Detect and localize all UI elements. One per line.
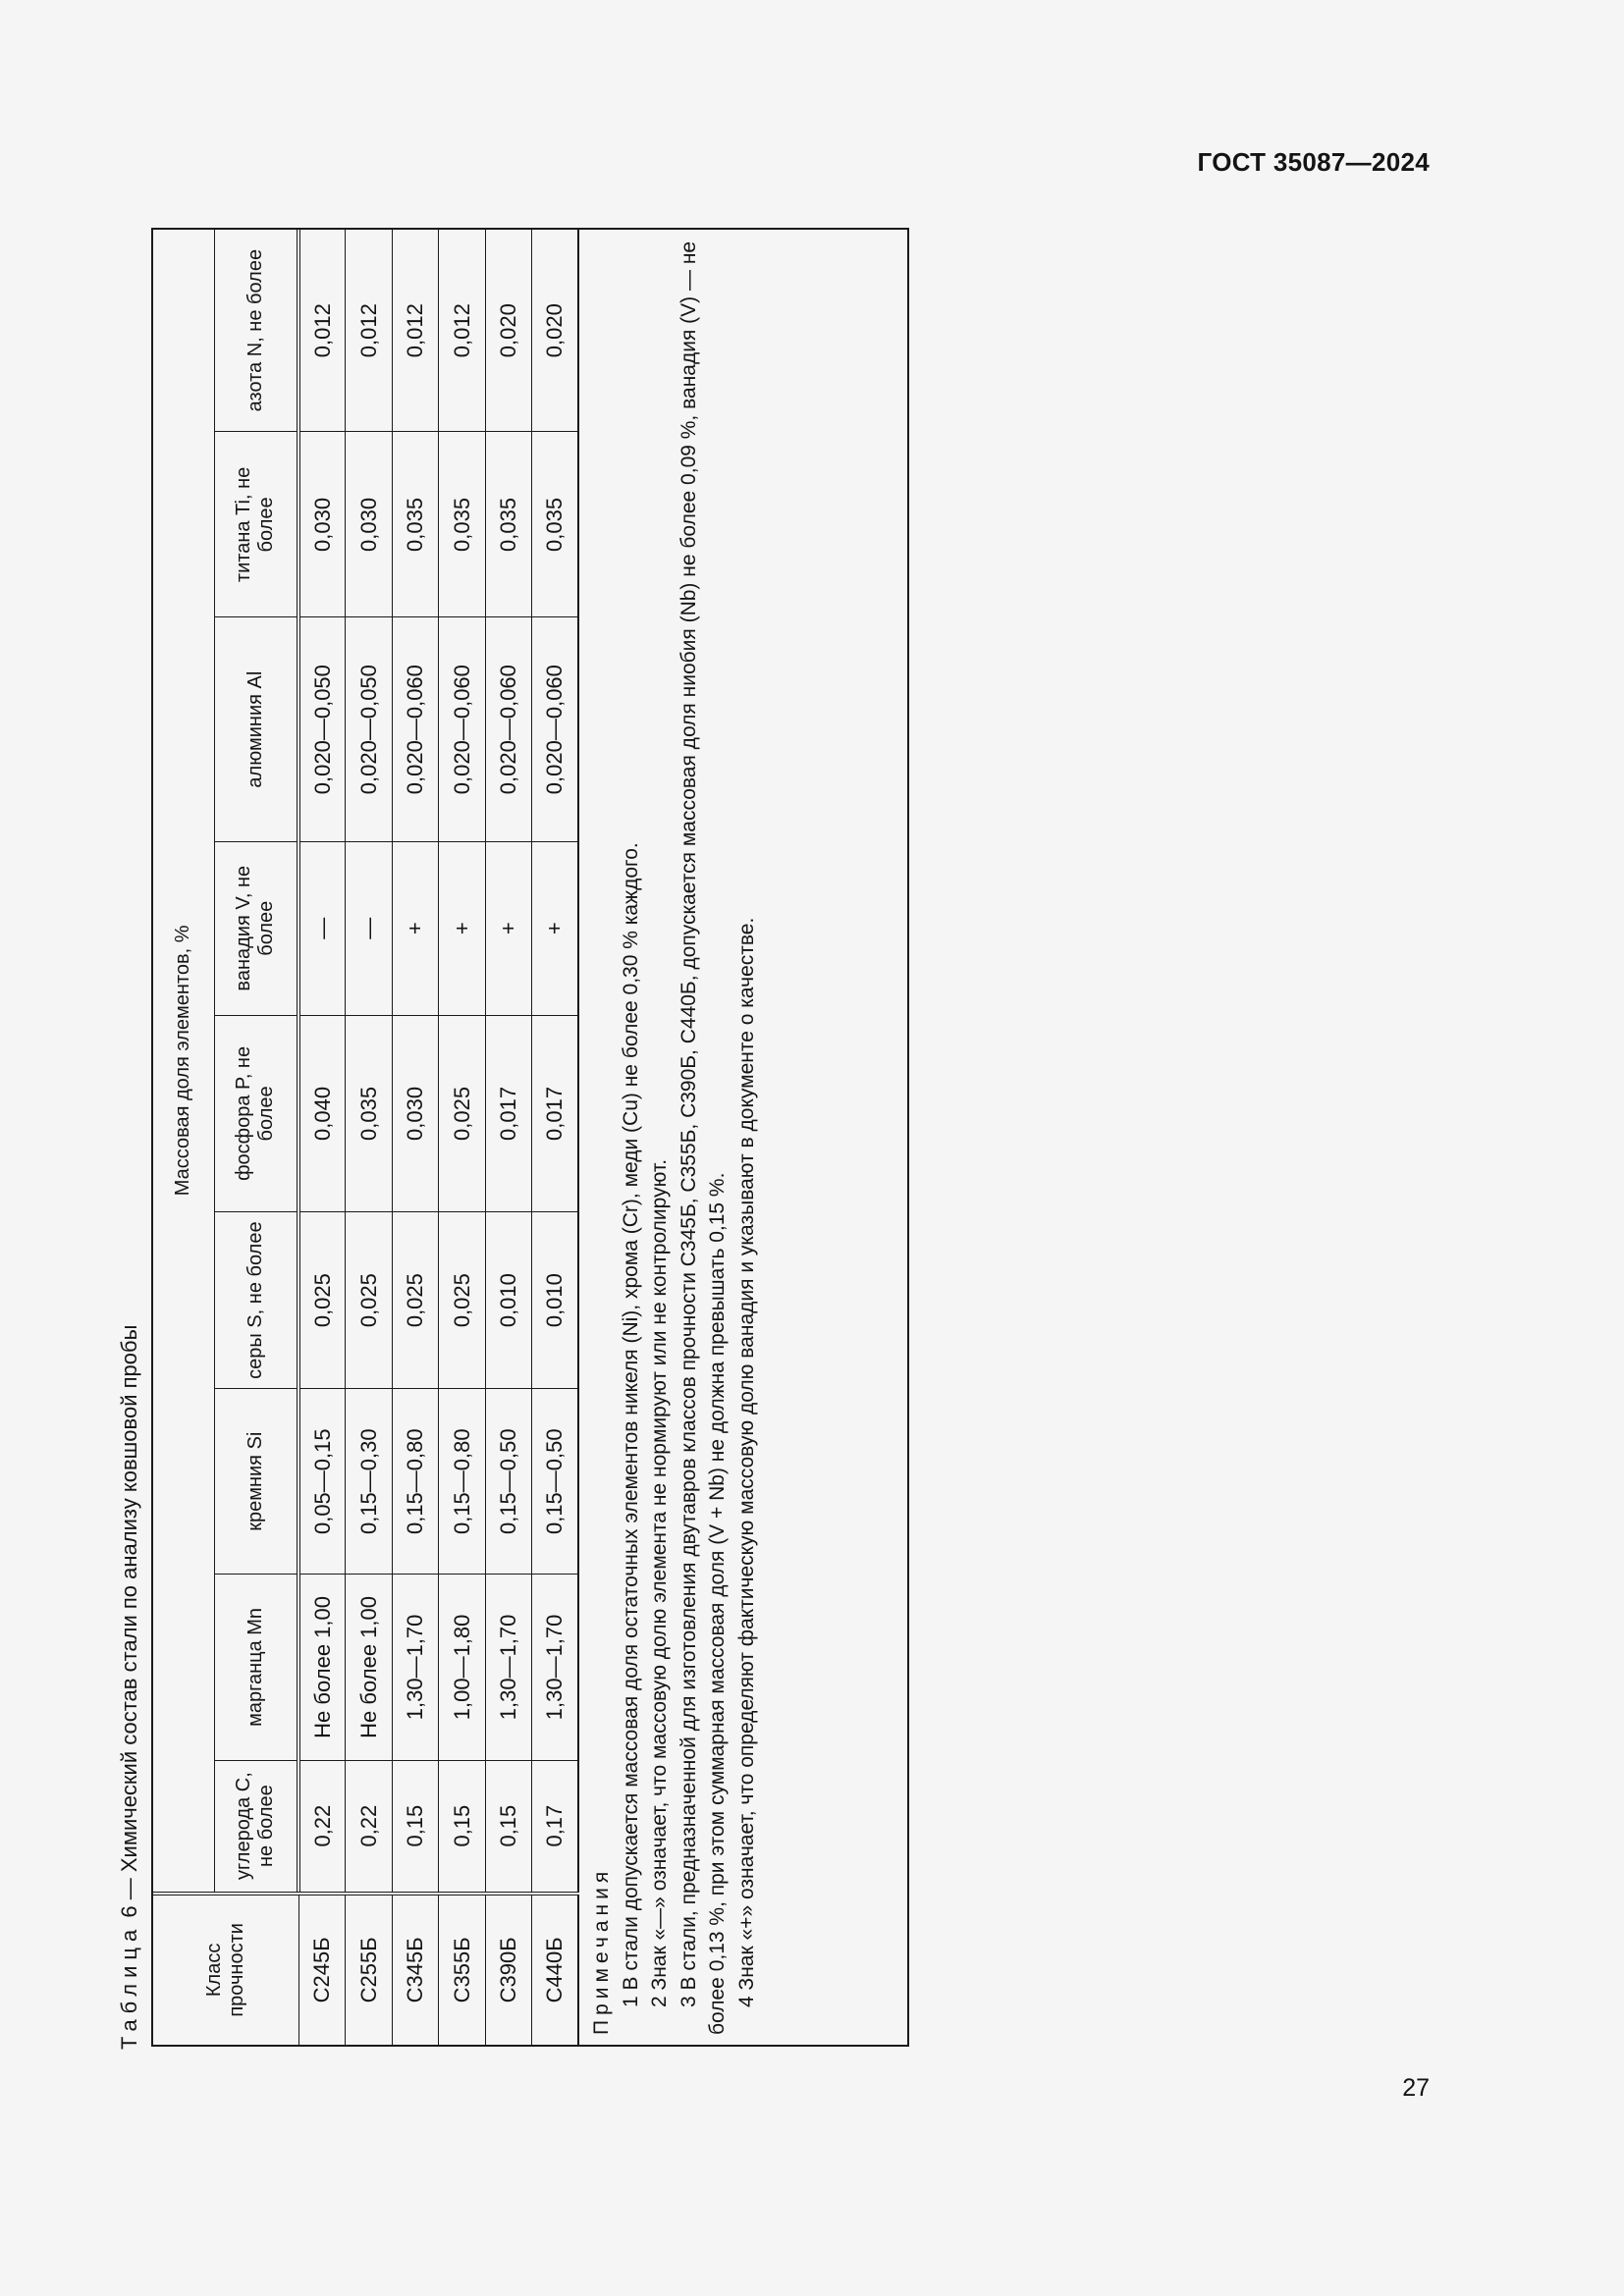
- table-cell: 0,012: [346, 230, 393, 432]
- table-row: [439, 230, 486, 2045]
- column-header-row: [214, 230, 298, 2045]
- table-cell: 0,020—0,060: [439, 617, 486, 841]
- table-cell: 0,035: [392, 432, 439, 617]
- table-cell: 0,15—0,80: [439, 1389, 486, 1575]
- table-cell: +: [532, 841, 579, 1015]
- column-header: титана Ti, не более: [214, 432, 298, 617]
- table-row: [532, 230, 579, 2045]
- note-item: 2 Знак «—» означает, что массовую долю элемента не нормируют или не контролируют.: [648, 1158, 671, 2007]
- table-cell: 0,012: [439, 230, 486, 432]
- column-header: ванадия V, не более: [214, 841, 298, 1015]
- notes-list: [617, 240, 762, 2035]
- table-cell: 0,020: [485, 230, 532, 432]
- table-cell: 0,22: [346, 1760, 393, 1894]
- strength-class-cell: С255Б: [346, 1894, 393, 2045]
- strength-class-header: Класс прочности: [153, 1894, 298, 2045]
- strength-class-cell: С355Б: [439, 1894, 486, 2045]
- table-cell: 0,22: [298, 1760, 346, 1894]
- table-cell: 0,15—0,30: [346, 1389, 393, 1575]
- table-cell: Не более 1,00: [298, 1575, 346, 1760]
- table-cell: 0,025: [346, 1212, 393, 1389]
- table-caption-label: Таблица: [117, 1923, 141, 2050]
- table-cell: 0,025: [392, 1212, 439, 1389]
- table-cell: 0,15—0,50: [485, 1389, 532, 1575]
- table-cell: 0,017: [532, 1015, 579, 1212]
- table-cell: 0,010: [532, 1212, 579, 1389]
- note-item: 1 В стали допускается массовая доля остаточных элементов никеля (Ni), хрома (Cr), меди (Cu) не более 0,30 % каждого.: [619, 842, 642, 2007]
- strength-class-cell: С245Б: [298, 1894, 346, 2045]
- table-cell: 0,020—0,060: [392, 617, 439, 841]
- table-cell: 0,030: [392, 1015, 439, 1212]
- table-cell: 0,010: [485, 1212, 532, 1389]
- mass-fraction-group-header: Массовая доля элементов, %: [153, 230, 214, 1894]
- table-cell: 1,30—1,70: [532, 1575, 579, 1760]
- table-cell: 0,035: [346, 1015, 393, 1212]
- page-number: 27: [1402, 2074, 1430, 2102]
- table-cell: 0,030: [298, 432, 346, 617]
- table-row: [346, 230, 393, 2045]
- table-cell: 0,020—0,060: [485, 617, 532, 841]
- table-cell: 1,00—1,80: [439, 1575, 486, 1760]
- table-cell: —: [298, 841, 346, 1015]
- table-caption: [108, 1325, 151, 2050]
- column-header: азота N, не более: [214, 230, 298, 432]
- table-cell: Не более 1,00: [346, 1575, 393, 1760]
- table-cell: +: [439, 841, 486, 1015]
- document-code: ГОСТ 35087—2024: [1197, 147, 1430, 177]
- table-cell: 0,15—0,50: [532, 1389, 579, 1575]
- column-header: углерода C, не более: [214, 1760, 298, 1894]
- table-cell: 0,012: [392, 230, 439, 432]
- table-cell: 0,17: [532, 1760, 579, 1894]
- table-row: [485, 230, 532, 2045]
- table-cell: —: [346, 841, 393, 1015]
- table-cell: 0,025: [298, 1212, 346, 1389]
- table-cell: +: [392, 841, 439, 1015]
- table-cell: 0,025: [439, 1015, 486, 1212]
- column-header: серы S, не более: [214, 1212, 298, 1389]
- notes-title: Примечания: [590, 1866, 613, 2035]
- table-cell: 0,05—0,15: [298, 1389, 346, 1575]
- table-cell: 0,025: [439, 1212, 486, 1389]
- table-cell: 0,020—0,050: [298, 617, 346, 841]
- table-caption-text: 6 — Химический состав стали по анализу ковшовой пробы: [117, 1324, 141, 1918]
- table-row: [298, 230, 346, 2045]
- table-cell: 0,15: [439, 1760, 486, 1894]
- table-row: [392, 230, 439, 2045]
- note-item: 3 В стали, предназначенной для изготовления двутавров классов прочности С345Б, С355Б, С390Б, С440Б, допускается массовая доля ниобия (Nb) не более 0,09 %, ванадия (V) — не более 0,13 %, при этом суммарная массовая доля (V + Nb) не должна превышать 0,15 %.: [677, 240, 729, 2035]
- table-cell: 1,30—1,70: [392, 1575, 439, 1760]
- column-header: марганца Mn: [214, 1575, 298, 1760]
- table-cell: 0,035: [532, 432, 579, 617]
- table-cell: 0,020: [532, 230, 579, 432]
- chemical-composition-table: [153, 230, 579, 2045]
- column-header: фосфора P, не более: [214, 1015, 298, 1212]
- column-header: алюминия Al: [214, 617, 298, 841]
- table-cell: 0,15—0,80: [392, 1389, 439, 1575]
- table-cell: 0,030: [346, 432, 393, 617]
- table-cell: +: [485, 841, 532, 1015]
- table-cell: 0,040: [298, 1015, 346, 1212]
- table-cell: 0,035: [439, 432, 486, 617]
- table-body: [298, 230, 578, 2045]
- table-cell: 1,30—1,70: [485, 1575, 532, 1760]
- column-header: кремния Si: [214, 1389, 298, 1575]
- table-cell: 0,15: [485, 1760, 532, 1894]
- table-cell: 0,035: [485, 432, 532, 617]
- strength-class-cell: С345Б: [392, 1894, 439, 2045]
- table-cell: 0,017: [485, 1015, 532, 1212]
- table-cell: 0,012: [298, 230, 346, 432]
- table-cell: 0,020—0,050: [346, 617, 393, 841]
- rotated-table-block: [108, 224, 923, 2050]
- strength-class-cell: С390Б: [485, 1894, 532, 2045]
- table-frame: [151, 228, 909, 2047]
- table-notes: [579, 230, 767, 2045]
- strength-class-cell: С440Б: [532, 1894, 579, 2045]
- table-cell: 0,15: [392, 1760, 439, 1894]
- table-cell: 0,020—0,060: [532, 617, 579, 841]
- note-item: 4 Знак «+» означает, что определяют фактическую массовую долю ванадия и указывают в документе о качестве.: [734, 917, 758, 2007]
